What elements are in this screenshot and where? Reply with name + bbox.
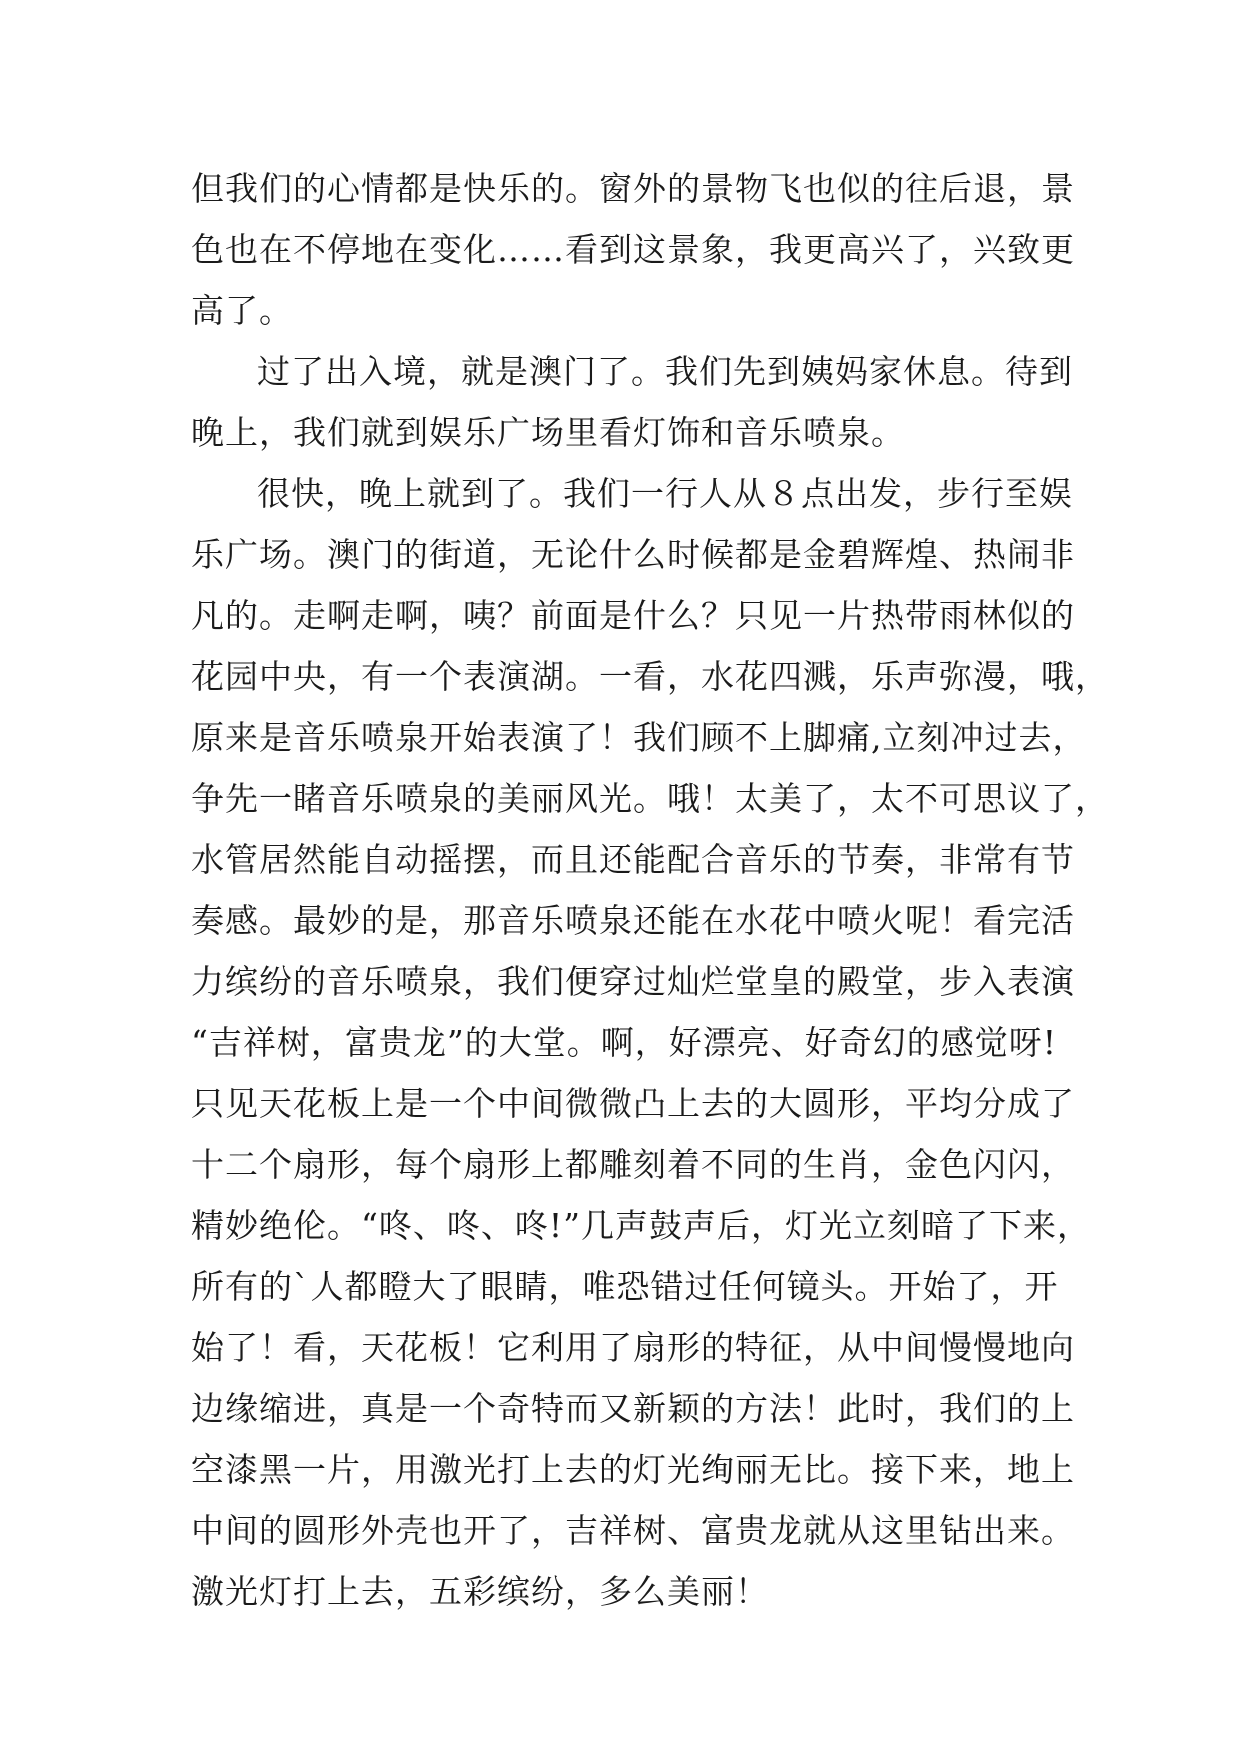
text-line: 中间的圆形外壳也开了，吉祥树、富贵龙就从这里钻出来。: [191, 1511, 1075, 1550]
text-line: 十二个扇形，每个扇形上都雕刻着不同的生肖，金色闪闪，: [191, 1145, 1075, 1184]
text-line: 过了出入境，就是澳门了。我们先到姨妈家休息。待到: [257, 352, 1073, 391]
text-line: 很快，晚上就到了。我们一行人从８点出发，步行至娱: [257, 474, 1073, 513]
text-line: 力缤纷的音乐喷泉，我们便穿过灿烂堂皇的殿堂，步入表演: [191, 962, 1075, 1001]
text-line: 花园中央，有一个表演湖。一看，水花四溅，乐声弥漫，哦，: [191, 657, 1109, 696]
text-line: 边缘缩进，真是一个奇特而又新颖的方法！此时，我们的上: [191, 1389, 1075, 1428]
paragraph-2: [191, 341, 1071, 463]
text-line: 只见天花板上是一个中间微微凸上去的大圆形，平均分成了: [191, 1084, 1075, 1123]
text-line: 晚上，我们就到娱乐广场里看灯饰和音乐喷泉。: [191, 413, 905, 452]
text-line: 始了！看，天花板！它利用了扇形的特征，从中间慢慢地向: [191, 1328, 1075, 1367]
text-line: 空漆黑一片，用激光打上去的灯光绚丽无比。接下来，地上: [191, 1450, 1075, 1489]
article-body: [191, 158, 1109, 1622]
text-line: 但我们的心情都是快乐的。窗外的景物飞也似的往后退，景: [191, 169, 1075, 208]
text-line: 高了。: [191, 291, 293, 330]
text-line: 原来是音乐喷泉开始表演了！我们顾不上脚痛,立刻冲过去，: [191, 718, 1087, 757]
text-line: 奏感。最妙的是，那音乐喷泉还能在水花中喷火呢！看完活: [191, 901, 1075, 940]
text-line: “吉祥树，富贵龙”的大堂。啊，好漂亮、好奇幻的感觉呀!: [191, 1023, 1058, 1062]
paragraph-3: [191, 463, 1109, 1622]
text-line: 激光灯打上去，五彩缤纷，多么美丽！: [191, 1572, 769, 1611]
text-line: 水管居然能自动摇摆，而且还能配合音乐的节奏，非常有节: [191, 840, 1075, 879]
text-line: 乐广场。澳门的街道，无论什么时候都是金碧辉煌、热闹非: [191, 535, 1075, 574]
paragraph-1: [191, 158, 1075, 341]
text-line: 凡的。走啊走啊，咦？前面是什么？只见一片热带雨林似的: [191, 596, 1075, 635]
text-line: 色也在不停地在变化……看到这景象，我更高兴了，兴致更: [191, 230, 1075, 269]
text-line: 争先一睹音乐喷泉的美丽风光。哦！太美了，太不可思议了，: [191, 779, 1109, 818]
text-line: 精妙绝伦。“咚、咚、咚!”几声鼓声后，灯光立刻暗了下来，: [191, 1206, 1092, 1245]
text-line: 所有的`人都瞪大了眼睛，唯恐错过任何镜头。开始了，开: [191, 1267, 1059, 1306]
